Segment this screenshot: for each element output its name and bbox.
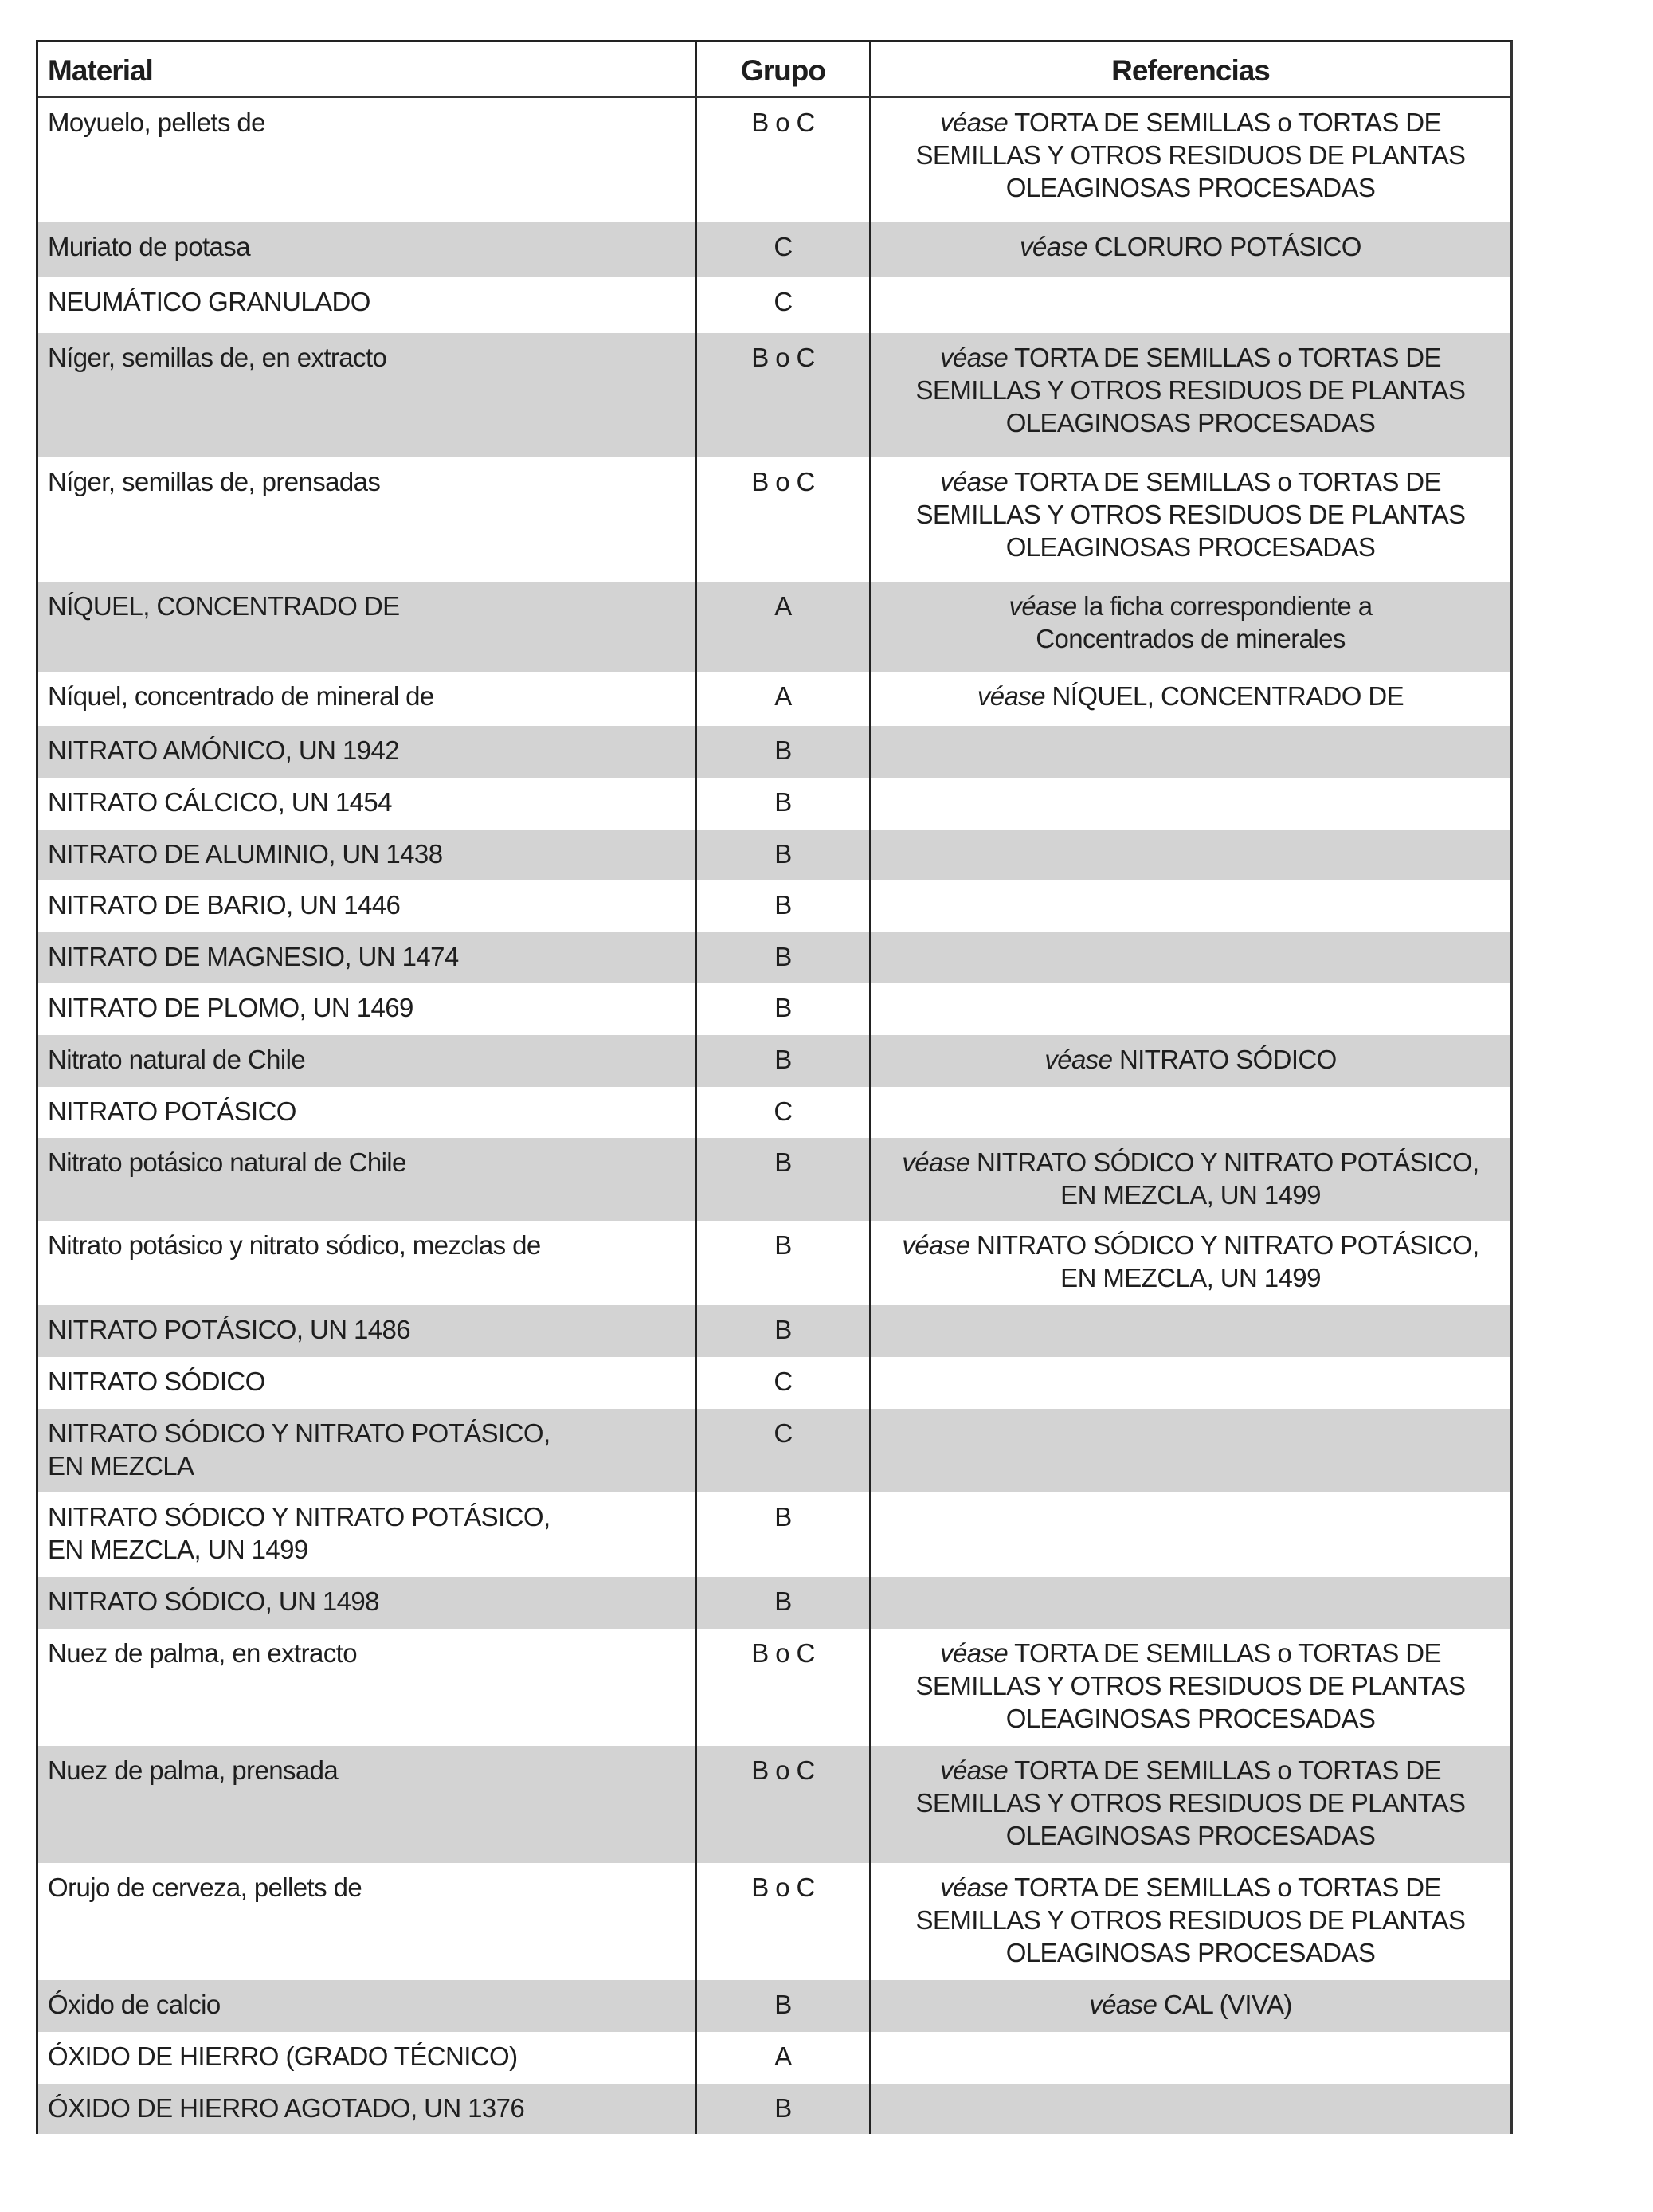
grupo-cell: B xyxy=(697,1035,871,1087)
materials-table xyxy=(36,40,1513,2134)
referencias-cell xyxy=(871,1980,1510,2032)
material-text: EN MEZCLA xyxy=(48,1451,194,1481)
reference-text: OLEAGINOSAS PROCESADAS xyxy=(1005,1938,1376,1967)
table-row xyxy=(38,1138,1510,1221)
table-row xyxy=(38,1746,1510,1863)
grupo-cell: B o C xyxy=(697,98,871,222)
material-cell xyxy=(38,98,697,222)
table-row xyxy=(38,672,1510,726)
reference-text: TORTA DE SEMILLAS o TORTAS DE xyxy=(1014,467,1441,496)
material-cell xyxy=(38,880,697,932)
material-cell xyxy=(38,1035,697,1087)
reference-line xyxy=(887,1819,1494,1852)
referencias-cell xyxy=(871,1629,1510,1746)
referencias-cell xyxy=(871,726,1510,778)
material-text: NITRATO SÓDICO Y NITRATO POTÁSICO, xyxy=(48,1502,550,1532)
vease-prefix: véase xyxy=(940,343,1009,372)
material-cell xyxy=(38,2084,697,2134)
material-text: Nitrato potásico natural de Chile xyxy=(48,1147,406,1177)
grupo-cell: B o C xyxy=(697,333,871,457)
referencias-cell xyxy=(871,880,1510,932)
reference-text: Concentrados de minerales xyxy=(1036,624,1346,653)
referencias-cell xyxy=(871,830,1510,880)
reference-text: NITRATO SÓDICO Y NITRATO POTÁSICO, xyxy=(977,1230,1479,1260)
reference-text: CAL (VIVA) xyxy=(1163,1990,1292,2019)
grupo-cell: C xyxy=(697,1409,871,1492)
referencias-cell xyxy=(871,1221,1510,1305)
vease-prefix: véase xyxy=(1089,1990,1157,2019)
reference-line xyxy=(887,230,1494,263)
table-row xyxy=(38,830,1510,880)
table-row xyxy=(38,1492,1510,1577)
material-cell xyxy=(38,333,697,457)
grupo-cell: B o C xyxy=(697,457,871,582)
material-text: NITRATO CÁLCICO, UN 1454 xyxy=(48,787,392,817)
grupo-cell: B xyxy=(697,932,871,983)
reference-line xyxy=(887,406,1494,439)
vease-prefix: véase xyxy=(977,681,1045,711)
material-text: NITRATO POTÁSICO xyxy=(48,1096,296,1126)
material-text: NEUMÁTICO GRANULADO xyxy=(48,287,370,316)
reference-line xyxy=(887,622,1494,655)
table-row xyxy=(38,932,1510,983)
material-cell xyxy=(38,1629,697,1746)
grupo-cell: B xyxy=(697,983,871,1035)
vease-prefix: véase xyxy=(1009,591,1077,621)
material-text: NITRATO SÓDICO, UN 1498 xyxy=(48,1586,379,1616)
reference-text: OLEAGINOSAS PROCESADAS xyxy=(1005,1821,1376,1850)
reference-text: SEMILLAS Y OTROS RESIDUOS DE PLANTAS xyxy=(915,140,1466,170)
vease-prefix: véase xyxy=(940,1873,1009,1902)
grupo-cell: C xyxy=(697,1357,871,1409)
material-text: NITRATO DE BARIO, UN 1446 xyxy=(48,890,401,920)
referencias-cell xyxy=(871,582,1510,672)
reference-text: TORTA DE SEMILLAS o TORTAS DE xyxy=(1014,343,1441,372)
material-text: NITRATO SÓDICO xyxy=(48,1367,265,1396)
table-row xyxy=(38,1863,1510,1980)
table-row xyxy=(38,726,1510,778)
grupo-cell: C xyxy=(697,222,871,277)
referencias-cell xyxy=(871,1577,1510,1629)
material-cell xyxy=(38,1577,697,1629)
referencias-cell xyxy=(871,983,1510,1035)
material-text: Moyuelo, pellets de xyxy=(48,108,265,137)
reference-line xyxy=(887,1702,1494,1735)
grupo-cell: B xyxy=(697,880,871,932)
reference-text: SEMILLAS Y OTROS RESIDUOS DE PLANTAS xyxy=(915,1788,1466,1818)
column-header-grupo: Grupo xyxy=(697,42,871,96)
column-header-referencias: Referencias xyxy=(1111,54,1270,87)
referencias-cell xyxy=(871,1492,1510,1577)
reference-line xyxy=(887,1637,1494,1669)
material-cell xyxy=(38,1138,697,1221)
table-row xyxy=(38,1577,1510,1629)
material-cell xyxy=(38,726,697,778)
referencias-cell xyxy=(871,457,1510,582)
reference-line xyxy=(887,1146,1494,1179)
grupo-cell: B o C xyxy=(697,1746,871,1863)
reference-line xyxy=(887,1936,1494,1969)
reference-text: TORTA DE SEMILLAS o TORTAS DE xyxy=(1014,1873,1441,1902)
material-cell xyxy=(38,830,697,880)
vease-prefix: véase xyxy=(940,1638,1009,1668)
referencias-cell xyxy=(871,1409,1510,1492)
table-row xyxy=(38,983,1510,1035)
material-cell xyxy=(38,1980,697,2032)
material-text: NÍQUEL, CONCENTRADO DE xyxy=(48,591,400,621)
material-cell xyxy=(38,457,697,582)
material-cell xyxy=(38,1863,697,1980)
table-row xyxy=(38,1357,1510,1409)
table-row xyxy=(38,1035,1510,1087)
material-cell xyxy=(38,1746,697,1863)
table-row xyxy=(38,2084,1510,2134)
grupo-cell: B xyxy=(697,1492,871,1577)
referencias-cell xyxy=(871,1138,1510,1221)
material-text: Nitrato natural de Chile xyxy=(48,1045,306,1074)
grupo-cell: B xyxy=(697,1980,871,2032)
material-text: NITRATO POTÁSICO, UN 1486 xyxy=(48,1315,411,1344)
material-cell xyxy=(38,1305,697,1357)
material-text: Níquel, concentrado de mineral de xyxy=(48,681,434,711)
reference-line xyxy=(887,531,1494,563)
grupo-cell: B xyxy=(697,1138,871,1221)
reference-line xyxy=(887,680,1494,712)
referencias-cell xyxy=(871,1087,1510,1138)
material-cell xyxy=(38,932,697,983)
grupo-cell: B xyxy=(697,1221,871,1305)
referencias-cell xyxy=(871,2032,1510,2084)
reference-line xyxy=(887,171,1494,204)
grupo-cell: B xyxy=(697,1577,871,1629)
material-cell xyxy=(38,277,697,333)
reference-line xyxy=(887,341,1494,374)
material-cell xyxy=(38,2032,697,2084)
reference-line xyxy=(887,139,1494,171)
grupo-cell: B xyxy=(697,726,871,778)
table-row xyxy=(38,457,1510,582)
vease-prefix: véase xyxy=(940,467,1009,496)
vease-prefix: véase xyxy=(1020,232,1088,261)
material-cell xyxy=(38,1087,697,1138)
referencias-cell xyxy=(871,778,1510,830)
referencias-cell xyxy=(871,932,1510,983)
reference-text: NITRATO SÓDICO Y NITRATO POTÁSICO, xyxy=(977,1147,1479,1177)
reference-line xyxy=(887,1871,1494,1904)
table-row xyxy=(38,98,1510,222)
vease-prefix: véase xyxy=(902,1230,970,1260)
material-cell xyxy=(38,582,697,672)
reference-line xyxy=(887,106,1494,139)
material-text: ÓXIDO DE HIERRO (GRADO TÉCNICO) xyxy=(48,2041,518,2071)
reference-text: NÍQUEL, CONCENTRADO DE xyxy=(1052,681,1404,711)
reference-text: CLORURO POTÁSICO xyxy=(1094,232,1361,261)
reference-text: SEMILLAS Y OTROS RESIDUOS DE PLANTAS xyxy=(915,1905,1466,1935)
material-cell xyxy=(38,778,697,830)
table-row xyxy=(38,1409,1510,1492)
material-text: NITRATO DE ALUMINIO, UN 1438 xyxy=(48,839,443,869)
grupo-cell: B xyxy=(697,778,871,830)
table-row xyxy=(38,1980,1510,2032)
referencias-cell xyxy=(871,1746,1510,1863)
grupo-cell: B xyxy=(697,1305,871,1357)
reference-text: la ficha correspondiente a xyxy=(1083,591,1373,621)
table-row xyxy=(38,582,1510,672)
reference-text: OLEAGINOSAS PROCESADAS xyxy=(1005,408,1376,437)
grupo-cell: B o C xyxy=(697,1629,871,1746)
material-text: Nuez de palma, prensada xyxy=(48,1755,339,1785)
reference-text: OLEAGINOSAS PROCESADAS xyxy=(1005,532,1376,562)
material-cell xyxy=(38,1409,697,1492)
vease-prefix: véase xyxy=(940,1755,1009,1785)
reference-line xyxy=(887,498,1494,531)
material-text: Níger, semillas de, en extracto xyxy=(48,343,387,372)
reference-text: SEMILLAS Y OTROS RESIDUOS DE PLANTAS xyxy=(915,1671,1466,1700)
grupo-cell: B o C xyxy=(697,1863,871,1980)
reference-line xyxy=(887,1988,1494,2021)
material-text: NITRATO DE PLOMO, UN 1469 xyxy=(48,993,413,1022)
referencias-cell xyxy=(871,1863,1510,1980)
table-row xyxy=(38,778,1510,830)
referencias-cell xyxy=(871,1035,1510,1087)
material-cell xyxy=(38,983,697,1035)
reference-text: TORTA DE SEMILLAS o TORTAS DE xyxy=(1014,1755,1441,1785)
grupo-cell: A xyxy=(697,672,871,726)
reference-text: EN MEZCLA, UN 1499 xyxy=(1060,1180,1321,1210)
vease-prefix: véase xyxy=(940,108,1009,137)
reference-text: SEMILLAS Y OTROS RESIDUOS DE PLANTAS xyxy=(915,375,1466,405)
referencias-cell xyxy=(871,672,1510,726)
reference-line xyxy=(887,465,1494,498)
table-body xyxy=(38,98,1510,2134)
referencias-cell xyxy=(871,277,1510,333)
table-row xyxy=(38,1221,1510,1305)
reference-text: EN MEZCLA, UN 1499 xyxy=(1060,1263,1321,1292)
column-header-material: Material xyxy=(38,42,697,96)
material-text: NITRATO SÓDICO Y NITRATO POTÁSICO, xyxy=(48,1418,550,1448)
grupo-cell: C xyxy=(697,277,871,333)
referencias-cell xyxy=(871,2084,1510,2134)
material-cell xyxy=(38,1357,697,1409)
reference-line xyxy=(887,1669,1494,1702)
table-row xyxy=(38,333,1510,457)
reference-text: OLEAGINOSAS PROCESADAS xyxy=(1005,1704,1376,1733)
reference-line xyxy=(887,1754,1494,1786)
grupo-cell: B xyxy=(697,830,871,880)
grupo-cell: C xyxy=(697,1087,871,1138)
table-row xyxy=(38,880,1510,932)
material-text: Nuez de palma, en extracto xyxy=(48,1638,357,1668)
table-header-row xyxy=(38,42,1510,98)
referencias-cell xyxy=(871,222,1510,277)
reference-line xyxy=(887,1261,1494,1294)
material-cell xyxy=(38,672,697,726)
material-cell xyxy=(38,1492,697,1577)
table-row xyxy=(38,2032,1510,2084)
material-text: ÓXIDO DE HIERRO AGOTADO, UN 1376 xyxy=(48,2093,525,2123)
material-cell xyxy=(38,222,697,277)
material-text: EN MEZCLA, UN 1499 xyxy=(48,1535,308,1564)
grupo-cell: A xyxy=(697,582,871,672)
reference-line xyxy=(887,1904,1494,1936)
reference-line xyxy=(887,1179,1494,1211)
grupo-cell: A xyxy=(697,2032,871,2084)
reference-text: TORTA DE SEMILLAS o TORTAS DE xyxy=(1014,108,1441,137)
vease-prefix: véase xyxy=(1044,1045,1113,1074)
reference-line xyxy=(887,1229,1494,1261)
reference-line xyxy=(887,374,1494,406)
table-row xyxy=(38,1087,1510,1138)
referencias-cell xyxy=(871,98,1510,222)
material-text: Orujo de cerveza, pellets de xyxy=(48,1873,362,1902)
material-text: NITRATO AMÓNICO, UN 1942 xyxy=(48,735,399,765)
table-row xyxy=(38,1305,1510,1357)
material-text: Nitrato potásico y nitrato sódico, mezclas de xyxy=(48,1230,541,1260)
reference-line xyxy=(887,1043,1494,1076)
material-text: Óxido de calcio xyxy=(48,1990,221,2019)
vease-prefix: véase xyxy=(902,1147,970,1177)
referencias-cell xyxy=(871,333,1510,457)
table-row xyxy=(38,1629,1510,1746)
material-text: NITRATO DE MAGNESIO, UN 1474 xyxy=(48,942,459,971)
referencias-cell xyxy=(871,1357,1510,1409)
material-text: Muriato de potasa xyxy=(48,232,250,261)
reference-text: OLEAGINOSAS PROCESADAS xyxy=(1005,173,1376,202)
reference-text: NITRATO SÓDICO xyxy=(1118,1045,1337,1074)
reference-line xyxy=(887,1786,1494,1819)
reference-text: TORTA DE SEMILLAS o TORTAS DE xyxy=(1014,1638,1441,1668)
material-cell xyxy=(38,1221,697,1305)
table-row xyxy=(38,222,1510,277)
reference-line xyxy=(887,590,1494,622)
grupo-cell: B xyxy=(697,2084,871,2134)
reference-text: SEMILLAS Y OTROS RESIDUOS DE PLANTAS xyxy=(915,500,1466,529)
material-text: Níger, semillas de, prensadas xyxy=(48,467,381,496)
table-row xyxy=(38,277,1510,333)
referencias-cell xyxy=(871,1305,1510,1357)
